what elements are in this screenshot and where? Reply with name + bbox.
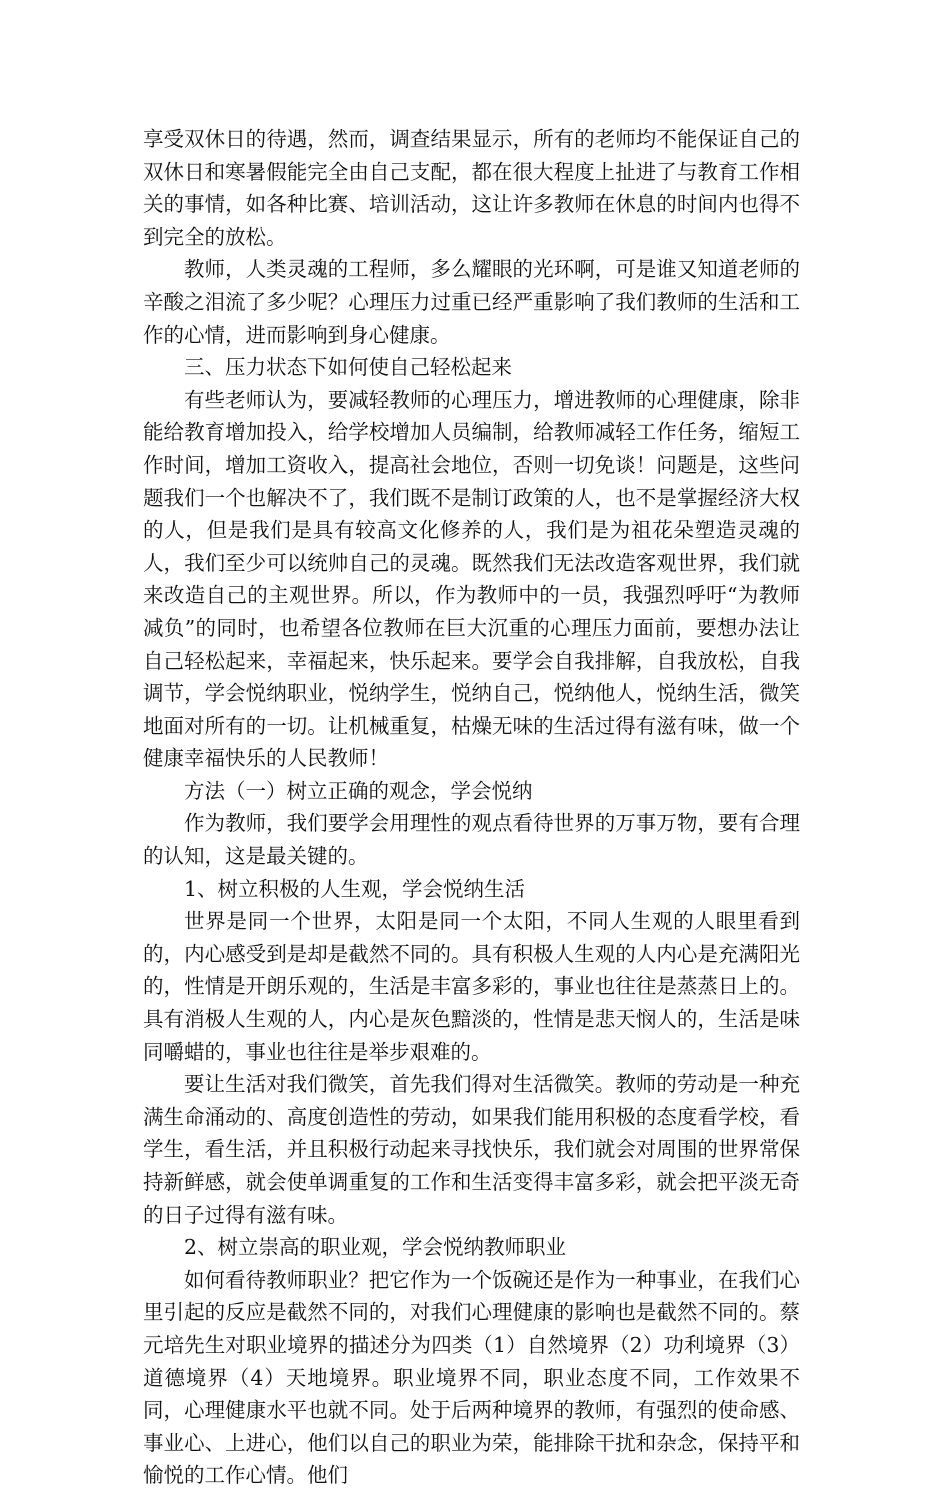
paragraph-rational-view: 作为教师，我们要学会用理性的观点看待世界的万事万物，要有合理的认知，这是最关键的。 [143, 811, 800, 869]
document-page [143, 123, 800, 1492]
paragraph-smile-at-life: 要让生活对我们微笑，首先我们得对生活微笑。教师的劳动是一种充满生命涌动的、高度创造性的劳动，如果我们能用积极的态度看学校，看学生，看生活，并且积极行动起来寻找快乐，我们就会对周围的世界常保持新鲜感，就会使单调重复的工作和生活变得丰富多彩，就会把平淡无奇的日子过得有滋有味。 [143, 1072, 800, 1227]
subheading-career-view: 2、树立崇高的职业观，学会悦纳教师职业 [184, 1235, 567, 1260]
paragraph-teacher-stress: 教师，人类灵魂的工程师，多么耀眼的光环啊，可是谁又知道老师的辛酸之泪流了多少呢？心理压力过重已经严重影响了我们教师的生活和工作的心情，进而影响到身心健康。 [143, 257, 800, 347]
subheading-life-view: 1、树立积极的人生观，学会悦纳生活 [184, 876, 526, 901]
paragraph-career-realms: 如何看待教师职业？把它作为一个饭碗还是作为一种事业，在我们心里引起的反应是截然不同的，对我们心理健康的影响也是截然不同的。蔡元培先生对职业境界的描述分为四类（1）自然境界（2）功利境界（3）道德境界（4）天地境界。职业境界不同，职业态度不同，工作效果不同，心理健康水平也就不同。处于后两种境界的教师，有强烈的使命感、事业心、上进心，他们以自己的职业为荣，能排除干扰和杂念，保持平和愉悦的工作心情。他们 [143, 1267, 800, 1488]
method-heading-1: 方法（一）树立正确的观念，学会悦纳 [184, 778, 533, 803]
section-heading-3: 三、压力状态下如何使自己轻松起来 [184, 355, 512, 380]
paragraph-same-world: 世界是同一个世界，太阳是同一个太阳，不同人生观的人眼里看到的，内心感受到是却是截然不同的。具有积极人生观的人内心是充满阳光的，性情是开朗乐观的，生活是丰富多彩的，事业也往往是蒸蒸日上的。具有消极人生观的人，内心是灰色黯淡的，性情是悲天悯人的，生活是味同嚼蜡的，事业也往往是举步艰难的。 [143, 909, 800, 1064]
paragraph-relieve-pressure: 有些老师认为，要减轻教师的心理压力，增进教师的心理健康，除非能给教育增加投入，给学校增加人员编制，给教师减轻工作任务，缩短工作时间，增加工资收入，提高社会地位，否则一切免谈！问题是，这些问题我们一个也解决不了，我们既不是制订政策的人，也不是掌握经济大权的人，但是我们是具有较高文化修养的人，我们是为祖花朵塑造灵魂的人，我们至少可以统帅自己的灵魂。既然我们无法改造客观世界，我们就来改造自己的主观世界。所以，作为教师中的一员，我强烈呼吁“为教师减负”的同时，也希望各位教师在巨大沉重的心理压力面前，要想办法让自己轻松起来，幸福起来，快乐起来。要学会自我排解，自我放松，自我调节，学会悦纳职业，悦纳学生，悦纳自己，悦纳他人，悦纳生活，微笑地面对所有的一切。让机械重复，枯燥无味的生活过得有滋有味，做一个健康幸福快乐的人民教师！ [143, 387, 800, 771]
paragraph-continuation: 享受双休日的待遇，然而，调查结果显示，所有的老师均不能保证自己的双休日和寒暑假能完全由自己支配，都在很大程度上扯进了与教育工作相关的事情，如各种比赛、培训活动，这让许多教师在休息的时间内也得不到完全的放松。 [143, 127, 800, 249]
